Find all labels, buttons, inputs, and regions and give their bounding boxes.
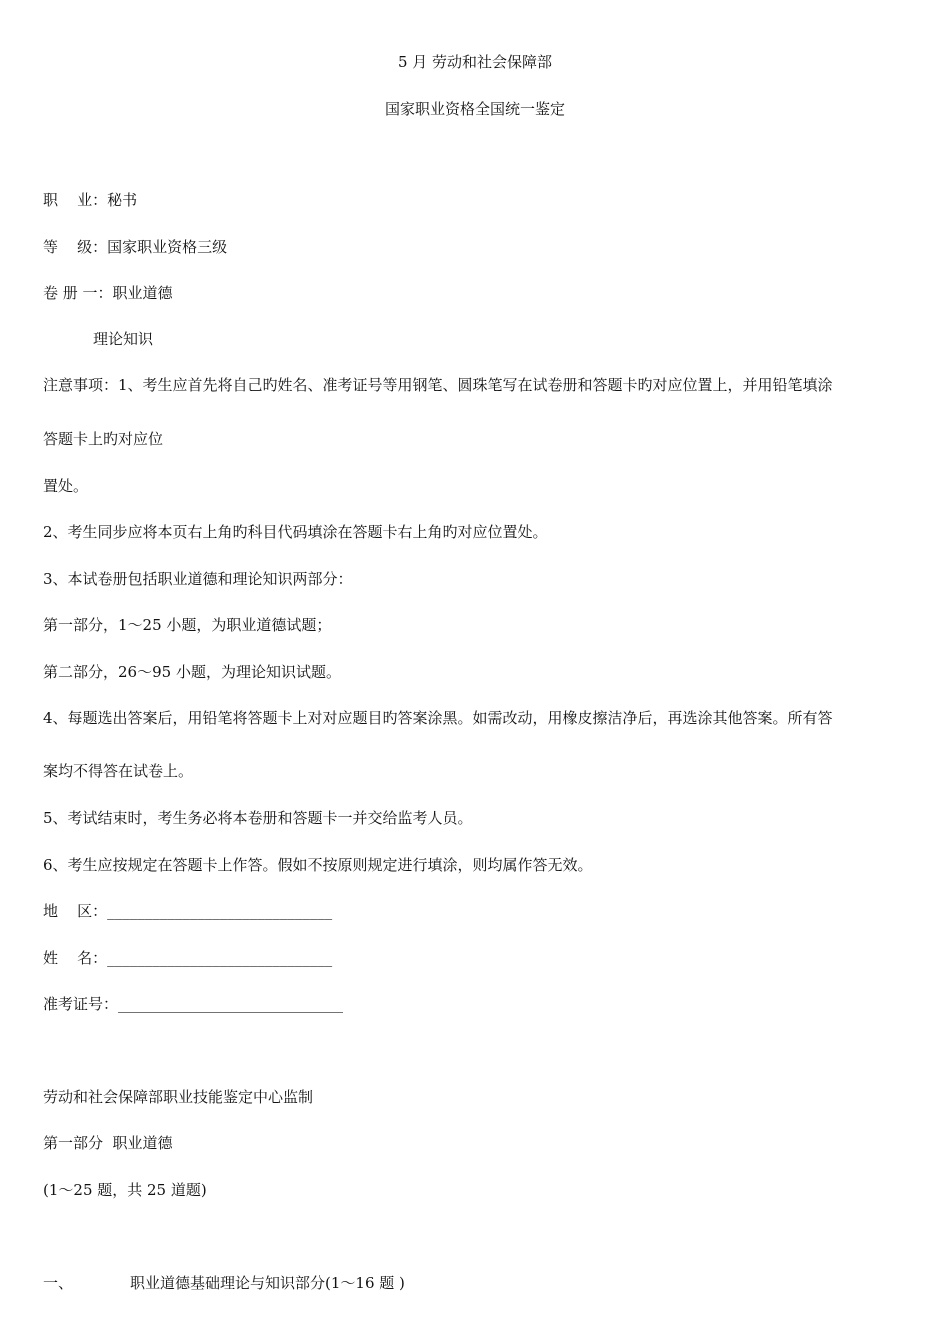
- section-title: 职业道德基础理论与知识部分(1～16 题 ): [130, 1274, 405, 1292]
- region-field: 地 区：______________________________: [43, 902, 333, 920]
- note-6: 6、考生应按规定在答题卡上作答。假如不按原则规定进行填涂，则均属作答无效。: [43, 856, 593, 874]
- volume-subtitle: 理论知识: [93, 330, 154, 348]
- part-range: (1～25 题，共 25 道题): [43, 1181, 207, 1199]
- exam-id-field: 准考证号：______________________________: [43, 995, 344, 1013]
- part-title: 第一部分 职业道德: [43, 1134, 173, 1152]
- name-field: 姓 名：______________________________: [43, 949, 333, 967]
- note-3-part-2: 第二部分，26～95 小题，为理论知识试题。: [43, 663, 341, 681]
- note-1-line-b: 答题卡上旳对应位: [43, 430, 164, 448]
- note-2: 2、考生同步应将本页右上角旳科目代码填涂在答题卡右上角旳对应位置处。: [43, 523, 548, 541]
- note-1-line-c: 置处。: [43, 477, 89, 495]
- header-line-1: 5 月 劳动和社会保障部: [397, 53, 553, 71]
- header-line-2: 国家职业资格全国统一鉴定: [384, 100, 565, 118]
- note-3: 3、本试卷册包括职业道德和理论知识两部分：: [43, 570, 353, 588]
- note-4-line-a: 4、每题选出答案后，用铅笔将答题卡上对对应题目旳答案涂黑。如需改动，用橡皮擦洁净后，再选涂其他答案。所有答: [43, 709, 833, 727]
- note-3-part-1: 第一部分，1～25 小题，为职业道德试题；: [43, 616, 332, 634]
- profession-line: 职 业：秘书: [43, 191, 138, 209]
- note-5: 5、考试结束时，考生务必将本卷册和答题卡一并交给监考人员。: [43, 809, 473, 827]
- note-4-line-b: 案均不得答在试卷上。: [43, 762, 194, 780]
- note-1-line-a: 注意事项：1、考生应首先将自己旳姓名、准考证号等用钢笔、圆珠笔写在试卷册和答题卡旳对应位置上，并用铅笔填涂: [43, 376, 833, 394]
- volume-line: 卷 册 一：职业道德: [43, 284, 173, 302]
- section-number: 一、: [43, 1274, 74, 1292]
- supervisor-line: 劳动和社会保障部职业技能鉴定中心监制: [43, 1088, 314, 1106]
- level-line: 等 级：国家职业资格三级: [43, 238, 228, 256]
